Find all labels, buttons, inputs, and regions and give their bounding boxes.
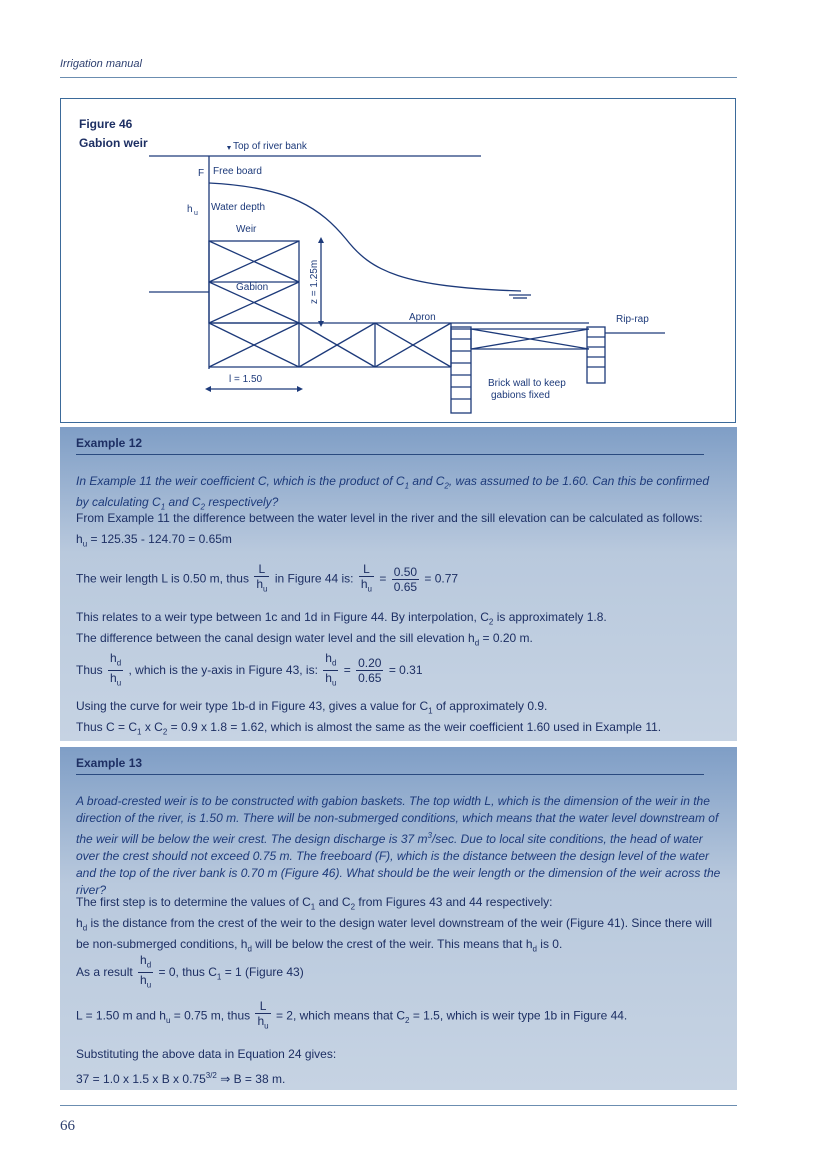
figure-title: Gabion weir bbox=[79, 136, 148, 150]
figure-box bbox=[60, 98, 736, 423]
example-12-para-8: Thus $C = C_1$ x $C_2 = 0.9$ x 1.8 = 1.62, which is almost the same as the weir coefficient 1.60 used in Example 11. bbox=[76, 720, 662, 737]
header-rule bbox=[60, 77, 737, 78]
label-apron: Apron bbox=[409, 312, 436, 323]
example-13-para-5: Substituting the above data in Equation 24 gives: bbox=[76, 1047, 337, 1061]
example-12-para-1: From Example 11 the difference between the water level in the river and the sill elevation can be calculated as follows: bbox=[76, 511, 703, 525]
label-gabion: Gabion bbox=[236, 282, 269, 293]
example-12-para-4: This relates to a weir type between 1c and 1d in Figure 44. By interpolation, $C_2$ is approximately 1.8. bbox=[76, 610, 607, 627]
example-13-question: A broad-crested weir is to be constructed with gabion baskets. The top width L, which is the dimension of the weir in the direction of the river, is 1.50 m. There will be non-submerged conditions, which means that the water level downstream of the weir will be below the weir crest. The design discharge is 37 $m^3/\sec$. Due to local site conditions, the head of water over the crest should not exceed 0.75 m. The freeboard (F), which is the distance between the design level of the water and the top of the river bank is 0.70 m (Figure 46). What should be the weir length or the dimension of the weir across the river? bbox=[76, 794, 721, 897]
footer-rule bbox=[60, 1105, 737, 1106]
example-12-thus-eq: Thus $\frac{h_d}{h_u}$ , which is the y-axis in Figure 43, is: $\frac{h_d}{h_u}$ = $\frac{0.20}{0.65}$ = 0.31 bbox=[76, 651, 423, 688]
label-water-depth: Water depth bbox=[211, 202, 266, 213]
example-13-result-eq: As a result $\frac{h_d}{h_u}$ = 0, thus $C_1 = 1$ (Figure 43) bbox=[76, 953, 304, 990]
example-13-panel bbox=[60, 747, 737, 1090]
example-12-para-7: Using the curve for weir type 1b-d in Figure 43, gives a value for $C_1$ of approximately 0.9. bbox=[76, 699, 548, 716]
label-free-board: Free board bbox=[213, 166, 262, 177]
gabion-weir-diagram bbox=[61, 99, 735, 422]
example-12-length-eq: The weir length L is 0.50 m, thus $\frac{L}{h_u}$ in Figure 44 is: $\frac{L}{h_u}$ = $\frac{0.50}{0.65}$ = 0.77 bbox=[76, 562, 459, 594]
example-12-para-5: The difference between the canal design water level and the sill elevation $h_d = 0.20$ m. bbox=[76, 631, 533, 648]
label-l: l = 1.50 bbox=[229, 374, 263, 385]
example-13-final-eq: 37 = 1.0 x 1.5 x B x $0.75^{3/2}$ ⇒ B = 38 m. bbox=[76, 1071, 286, 1086]
label-brick-2: gabions fixed bbox=[491, 390, 550, 401]
label-hu: h bbox=[187, 204, 193, 215]
example-13-title: Example 13 bbox=[76, 756, 704, 775]
label-hu-sub: u bbox=[194, 210, 198, 217]
label-f: F bbox=[198, 168, 205, 179]
example-13-length-eq: L = 1.50 m and $h_u = 0.75$ m, thus $\frac{L}{h_u}$ = 2, which means that $C_2 = 1.5$, which is weir type 1b in Figure 44. bbox=[76, 999, 628, 1031]
page-number: 66 bbox=[60, 1118, 75, 1134]
example-12-question: In Example 11 the weir coefficient C, which is the product of $C_1$ and $C_2$, was assumed to be 1.60. Can this be confirmed by calculating $C_1$ and $C_2$ respectively? bbox=[76, 474, 710, 512]
label-riprap: Rip-rap bbox=[616, 314, 649, 325]
label-brick-1: Brick wall to keep bbox=[488, 378, 566, 389]
example-12-title: Example 12 bbox=[76, 436, 704, 455]
label-top-bank: Top of river bank bbox=[233, 141, 307, 152]
example-12-panel bbox=[60, 427, 737, 741]
label-weir: Weir bbox=[236, 224, 257, 235]
example-13-para-1: The first step is to determine the values of $C_1$ and $C_2$ from Figures 43 and 44 respectively: bbox=[76, 895, 553, 912]
example-12-hu-eq: $h_u = 125.35 - 124.70 = 0.65m$ bbox=[76, 532, 232, 549]
label-z: z = 1.25m bbox=[309, 259, 320, 304]
example-13-para-2: $h_d$ is the distance from the crest of the weir to the design water level downstream of the weir (Figure 41). Since there will be non-submerged conditions, $h_d$ will be below the crest of the weir. This means that $h_d$ is 0. bbox=[76, 916, 713, 954]
figure-number: Figure 46 bbox=[79, 117, 133, 131]
running-title: Irrigation manual bbox=[60, 58, 142, 70]
